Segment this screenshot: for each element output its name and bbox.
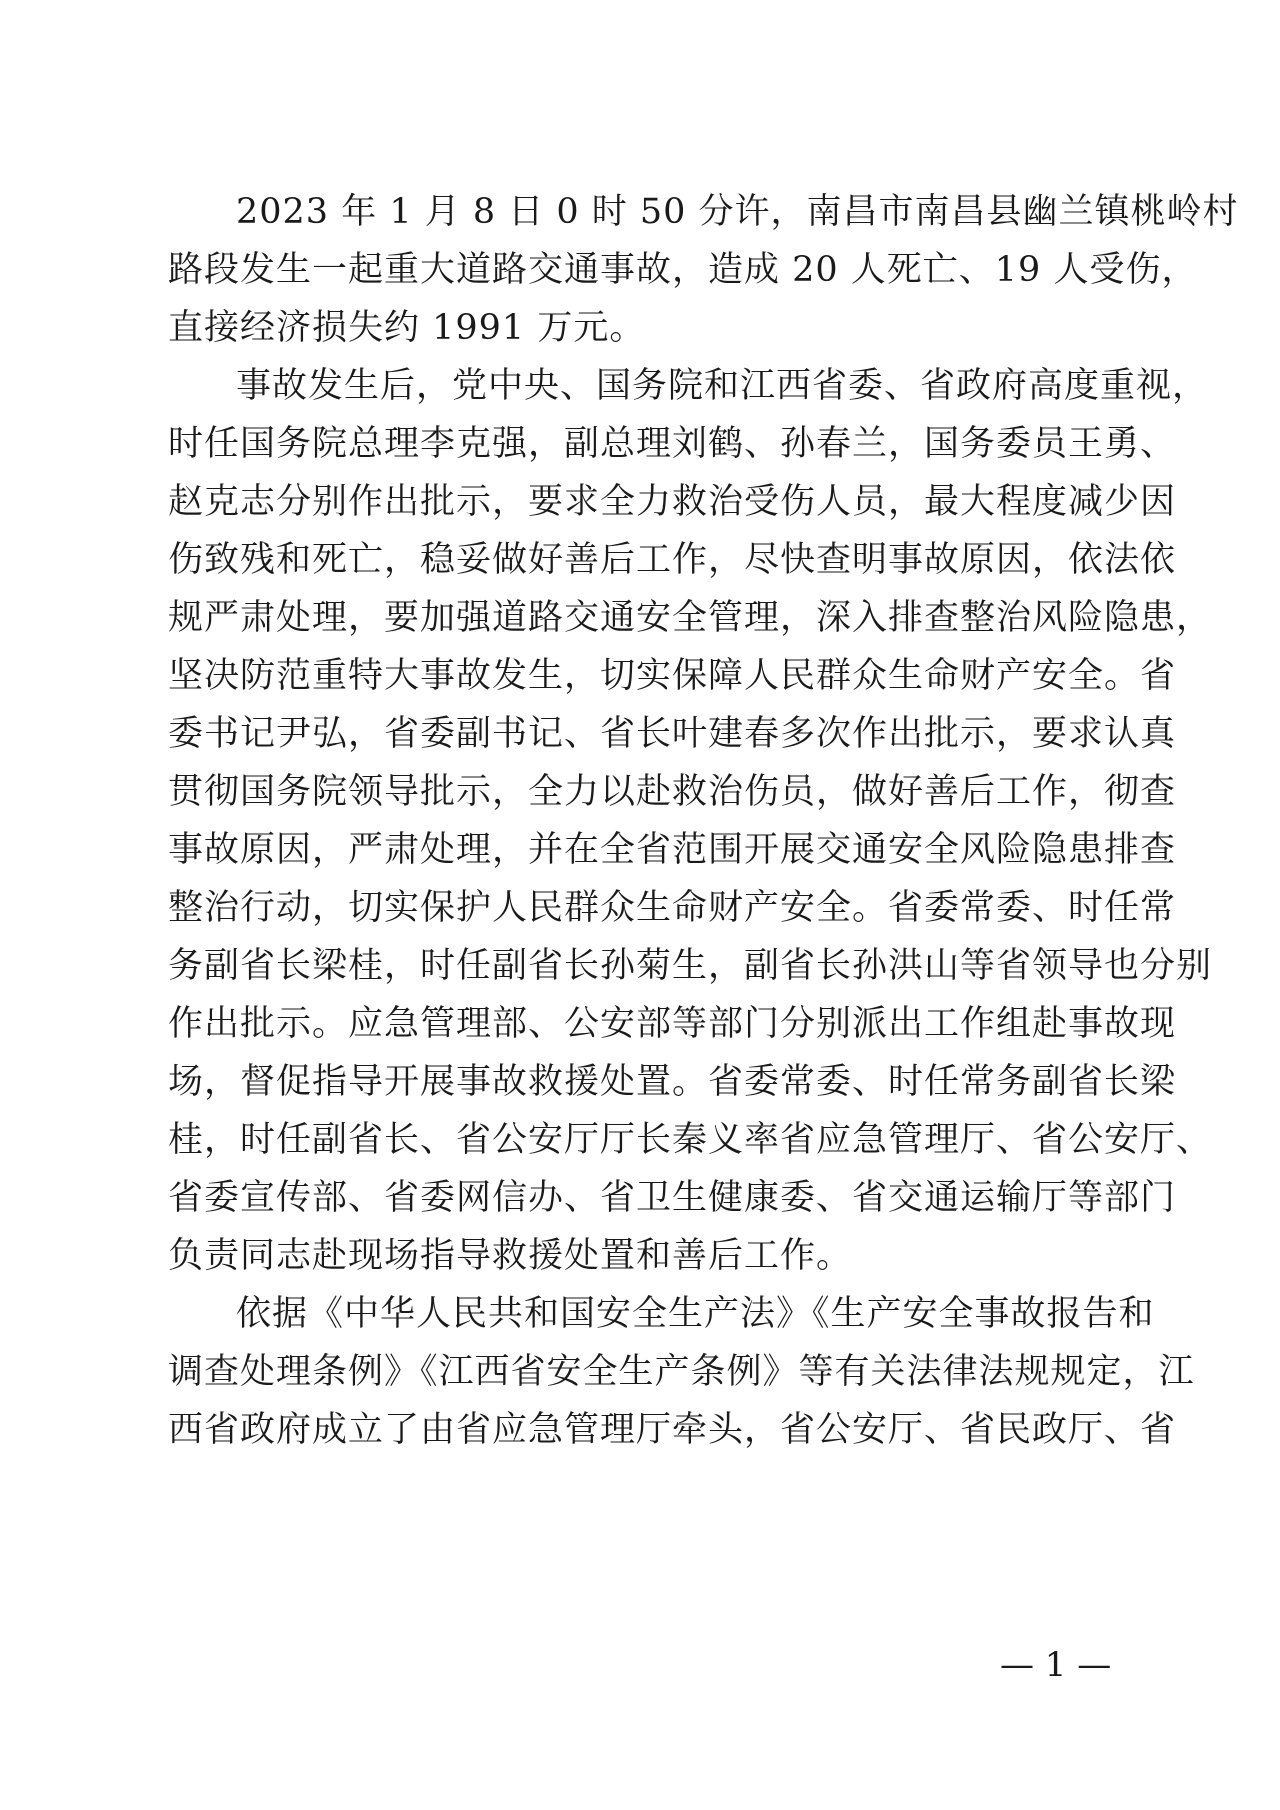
paragraph-2-line-5: 规严肃处理，要加强道路交通安全管理，深入排查整治风险隐患， [168,598,1213,638]
page-number: — 1 — [1000,1645,1112,1685]
paragraph-2-line-1: 事故发生后，党中央、国务院和江西省委、省政府高度重视， [236,366,1209,406]
paragraph-2-line-15: 省委宣传部、省委网信办、省卫生健康委、省交通运输厅等部门 [168,1178,1177,1218]
paragraph-1-line-1: 2023 年 1 月 8 日 0 时 50 分许，南昌市南昌县幽兰镇桃岭村 [236,192,1239,232]
paragraph-1-line-2: 路段发生一起重大道路交通事故，造成 20 人死亡、19 人受伤， [168,250,1198,290]
paragraph-3-line-3: 西省政府成立了由省应急管理厅牵头，省公安厅、省民政厅、省 [168,1410,1177,1450]
paragraph-2-line-9: 事故原因，严肃处理，并在全省范围开展交通安全风险隐患排查 [168,830,1177,870]
paragraph-2-line-11: 务副省长梁桂，时任副省长孙菊生，副省长孙洪山等省领导也分别 [168,946,1213,986]
paragraph-2-line-2: 时任国务院总理李克强，副总理刘鹤、孙春兰，国务委员王勇、 [168,424,1177,464]
paragraph-2-line-3: 赵克志分别作出批示，要求全力救治受伤人员，最大程度减少因 [168,482,1177,522]
paragraph-2-line-14: 桂，时任副省长、省公安厅厅长秦义率省应急管理厅、省公安厅、 [168,1120,1213,1160]
paragraph-3-line-2: 调查处理条例》《江西省安全生产条例》等有关法律法规规定，江 [168,1352,1195,1392]
paragraph-1-line-3: 直接经济损失约 1991 万元。 [168,308,646,348]
paragraph-2-line-6: 坚决防范重特大事故发生，切实保障人民群众生命财产安全。省 [168,656,1177,696]
paragraph-2-line-13: 场，督促指导开展事故救援处置。省委常委、时任常务副省长梁 [168,1062,1177,1102]
paragraph-2-line-8: 贯彻国务院领导批示，全力以赴救治伤员，做好善后工作，彻查 [168,772,1177,812]
paragraph-2-line-4: 伤致残和死亡，稳妥做好善后工作，尽快查明事故原因，依法依 [168,540,1177,580]
paragraph-2-line-12: 作出批示。应急管理部、公安部等部门分别派出工作组赴事故现 [168,1004,1177,1044]
paragraph-2-line-10: 整治行动，切实保护人民群众生命财产安全。省委常委、时任常 [168,888,1177,928]
paragraph-2-line-7: 委书记尹弘，省委副书记、省长叶建春多次作出批示，要求认真 [168,714,1177,754]
paragraph-3-line-1: 依据《中华人民共和国安全生产法》《生产安全事故报告和 [236,1294,1155,1334]
paragraph-2-line-16: 负责同志赴现场指导救援处置和善后工作。 [168,1236,853,1276]
